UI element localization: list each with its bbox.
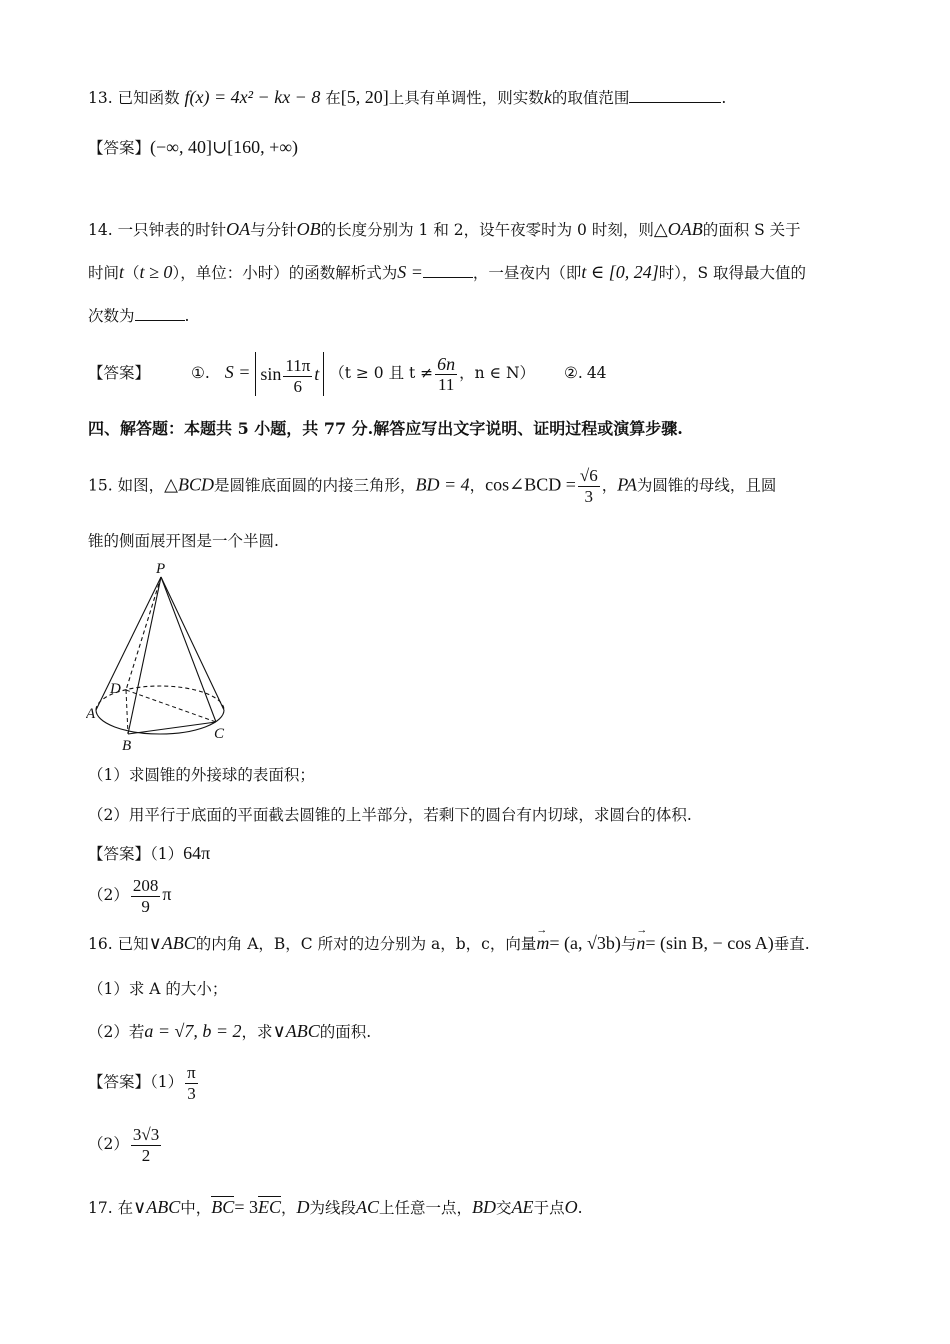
vector-EC: EC <box>257 1197 281 1217</box>
q15-sub2: （2）用平行于底面的平面截去圆锥的上半部分，若剩下的圆台有内切球，求圆台的体积. <box>88 806 692 824</box>
q16-sub1: （1）求 A 的大小； <box>88 980 228 998</box>
edge-DC <box>126 690 216 722</box>
cone-edge-right <box>161 577 224 710</box>
answer-blank <box>629 86 721 103</box>
q13-interval: [5, 20] <box>340 87 389 107</box>
edge-DB <box>126 690 128 734</box>
q14-question-line2: 时间t（t ≥ 0），单位：小时）的函数解析式为S = ，一昼夜内（即t ∈ [0, 24]时），S 取得最大值的 <box>88 262 807 282</box>
label-D: D <box>110 681 121 697</box>
q13-question: 13. 已知函数 f(x) = 4x² − kx − 8 在[5, 20]上具有单调性，则实数k的取值范围 . <box>88 87 727 107</box>
answer-label: 【答案】 <box>88 139 151 157</box>
cone-edge-left <box>96 577 161 710</box>
q17-question: 17. 在∨ABC中，BC= 3EC，D为线段AC上任意一点，BD交AE于点O. <box>88 1197 583 1217</box>
section-heading: 四、解答题：本题共 5 小题，共 77 分.解答应写出文字说明、证明过程或演算步骤. <box>88 419 683 438</box>
q13-answer <box>88 136 298 159</box>
answer-label: 【答案】 <box>88 364 151 382</box>
q15-answer2: （2） $\frac{208}{9}$ π <box>88 875 172 916</box>
label-A: A <box>86 706 96 722</box>
answer-label: 【答案】 <box>88 1073 151 1091</box>
absolute-value: sin $\frac{11\pi}{6}$ t <box>255 352 324 396</box>
q13-function: f(x) = 4x² − kx − 8 <box>184 87 321 107</box>
q15-sub1: （1）求圆锥的外接球的表面积； <box>88 766 315 784</box>
answer-label: 【答案】 <box>88 845 151 863</box>
edge-PC <box>161 577 216 722</box>
label-B: B <box>122 738 132 754</box>
answer-blank <box>135 304 185 321</box>
label-P: P <box>156 561 166 577</box>
vector-m: → m <box>536 932 549 954</box>
q16-sub2: （2）若a = √7, b = 2，求∨ABC的面积. <box>88 1021 372 1041</box>
answer-blank <box>423 261 473 278</box>
cone-figure <box>86 560 246 760</box>
q15-answer1: 【答案】（1）64π <box>88 843 211 863</box>
q14-question-line1: 14. 一只钟表的时针OA与分针OB的长度分别为 1 和 2，设午夜零时为 0 时刻，则△OAB的面积 S 关于 <box>88 219 801 239</box>
q16-answer1: 【答案】（1） $\frac{\pi}{3}$ <box>88 1062 196 1103</box>
q13-answer-value: (−∞, 40]∪[160, +∞) <box>150 137 299 157</box>
q16-question: 16. 已知∨ABC的内角 A，B，C 所对的边分别为 a，b，c，向量→ m= (a, √3b)与→ n= (sin B, − cos A)垂直. <box>88 932 810 955</box>
q15-question-line2: 锥的侧面展开图是一个半圆. <box>88 532 279 550</box>
q14-answer: 【答案】 ①. S = sin $\frac{11\pi}{6}$ t （t ≥ 0 且 t ≠ $\frac{6n}{11}$ ，n ∈ N） ②. 44 <box>88 353 607 396</box>
vector-BC: BC <box>211 1197 235 1217</box>
edge-PD <box>126 577 161 690</box>
label-C: C <box>214 726 225 742</box>
q16-answer2: （2） $\frac{3√3}{2}$ <box>88 1124 160 1165</box>
base-front-arc <box>96 710 224 734</box>
edge-PB <box>128 577 161 734</box>
vector-n: → n <box>636 932 645 954</box>
q14-question-line3: 次数为 . <box>88 304 189 327</box>
q15-question-line1: 15. 如图，△BCD是圆锥底面圆的内接三角形，BD = 4，cos∠BCD = $\frac{√6}{3}$ ，PA为圆锥的母线，且圆 <box>88 466 777 506</box>
